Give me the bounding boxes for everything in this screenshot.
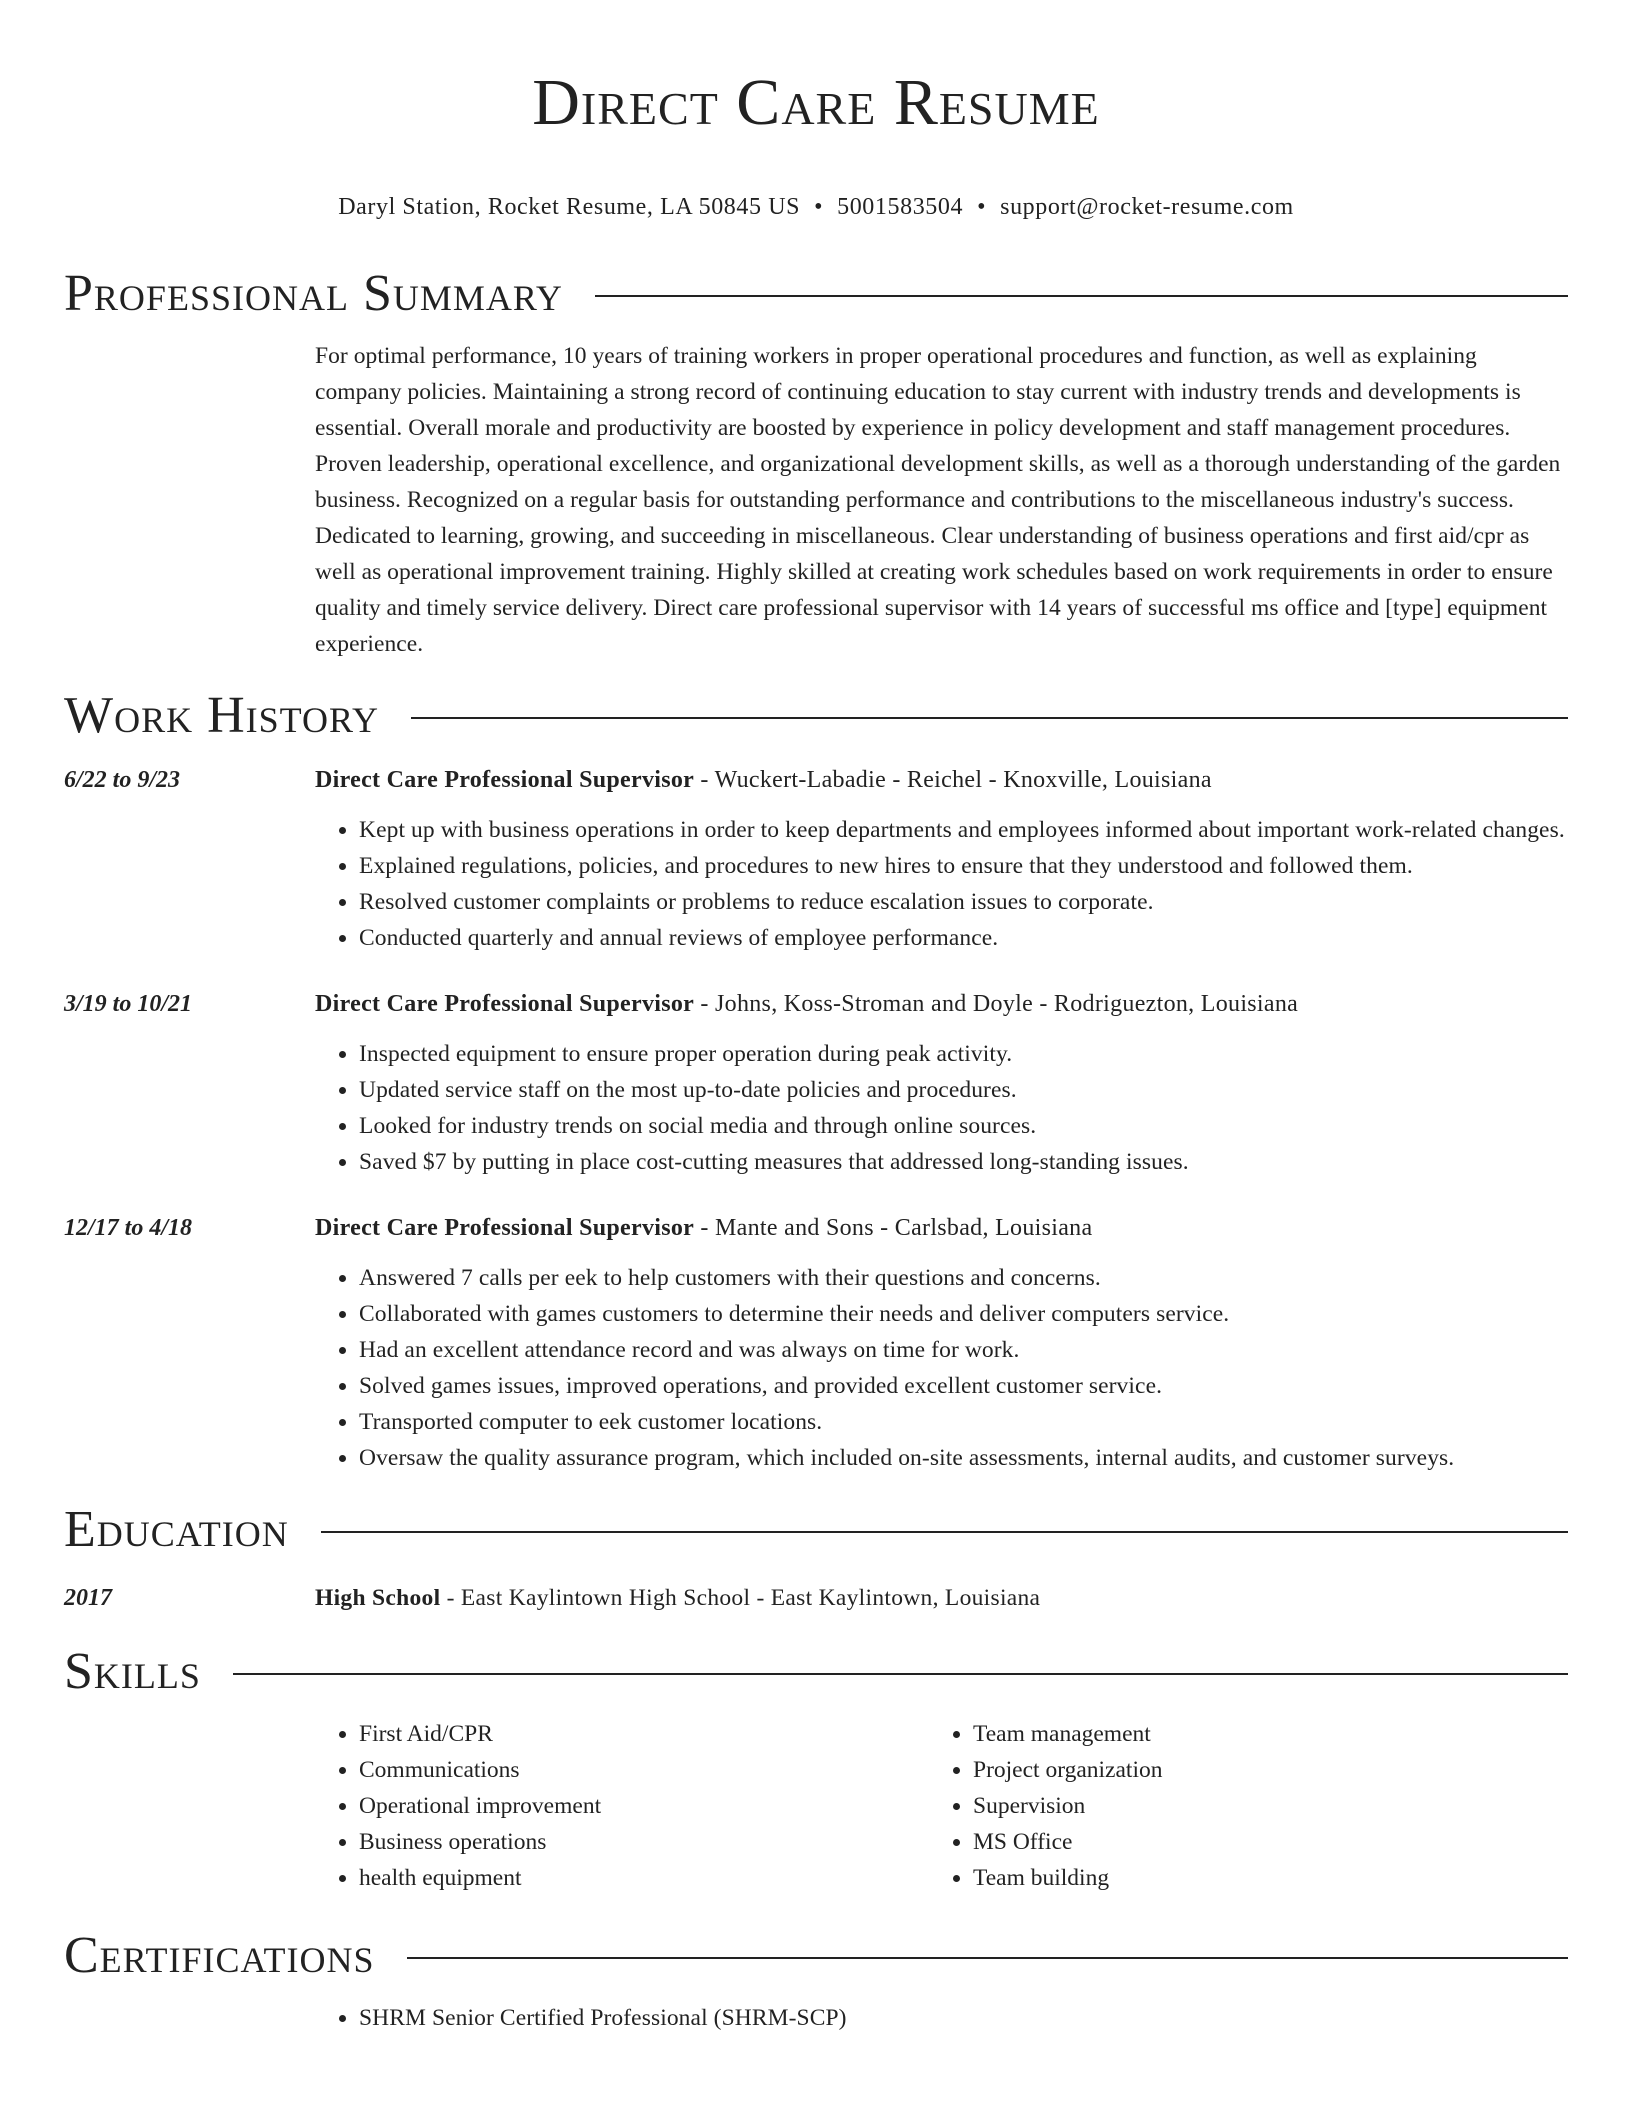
job-title: Direct Care Professional Supervisor [315, 1215, 695, 1242]
section-header-skills [64, 1640, 1568, 1704]
job-entry [64, 986, 1568, 1180]
job-bullet-item: • Transported computer to eek customer locations. [359, 1404, 1568, 1440]
section-divider [595, 295, 1568, 297]
section-title-skills: Skills [64, 1643, 201, 1701]
skills-grid [315, 1716, 1568, 1896]
job-bullet-item: • Resolved customer complaints or problems to reduce escalation issues to corporate. [359, 884, 1568, 920]
job-bullet-item: • Had an excellent attendance record and was always on time for work. [359, 1332, 1568, 1368]
contact-email: support@rocket-resume.com [1000, 194, 1294, 221]
job-bullet-item: • Answered 7 calls per eek to help customers with their questions and concerns. [359, 1260, 1568, 1296]
contact-separator: • [814, 194, 824, 221]
job-employer-details: - Wuckert-Labadie - Reichel - Knoxville, Louisiana [694, 767, 1212, 794]
summary-block [64, 338, 1568, 662]
section-divider [407, 1957, 1568, 1959]
section-divider [233, 1673, 1568, 1675]
education-entry [64, 1580, 1568, 1616]
job-dates: 12/17 to 4/18 [64, 1215, 193, 1242]
section-title-work: Work History [64, 687, 380, 745]
job-bullet-item: • Updated service staff on the most up-to-date policies and procedures. [359, 1072, 1568, 1108]
contact-address: Daryl Station, Rocket Resume, LA 50845 US [338, 194, 801, 221]
skill-item: • Business operations [359, 1824, 929, 1860]
section-title-education: Education [64, 1501, 289, 1559]
job-title-line [315, 762, 1568, 798]
resume-page [64, 0, 1568, 2036]
job-bullet-item: • Saved $7 by putting in place cost-cutting measures that addressed long-standing issues. [359, 1144, 1568, 1180]
skill-item: • Project organization [973, 1752, 1543, 1788]
skill-item: • Supervision [973, 1788, 1543, 1824]
job-bullet-item: • Conducted quarterly and annual reviews of employee performance. [359, 920, 1568, 956]
job-title: Direct Care Professional Supervisor [315, 767, 695, 794]
job-bullets [315, 1036, 1568, 1180]
skill-item: • Communications [359, 1752, 929, 1788]
skill-item: • Operational improvement [359, 1788, 929, 1824]
education-details: - East Kaylintown High School - East Kaylintown, Louisiana [440, 1585, 1041, 1612]
job-employer-details: - Johns, Koss-Stroman and Doyle - Rodriguezton, Louisiana [694, 991, 1299, 1018]
job-title-line [315, 1210, 1568, 1246]
contact-line [64, 192, 1568, 222]
skills-list-left [315, 1716, 929, 1896]
skill-item: • First Aid/CPR [359, 1716, 929, 1752]
contact-separator: • [977, 194, 987, 221]
skills-block [64, 1704, 1568, 1896]
certification-item: • SHRM Senior Certified Professional (SHRM-SCP) [359, 2000, 1568, 2036]
education-degree: High School [315, 1585, 441, 1612]
certifications-list [315, 2000, 1568, 2036]
section-title-summary: Professional Summary [64, 265, 563, 323]
job-dates: 6/22 to 9/23 [64, 767, 181, 794]
job-entry [64, 762, 1568, 956]
job-employer-details: - Mante and Sons - Carlsbad, Louisiana [694, 1215, 1093, 1242]
section-header-education [64, 1498, 1568, 1562]
job-bullet-item: • Looked for industry trends on social media and through online sources. [359, 1108, 1568, 1144]
education-year: 2017 [64, 1585, 112, 1612]
section-divider [411, 717, 1568, 719]
job-bullet-item: • Inspected equipment to ensure proper operation during peak activity. [359, 1036, 1568, 1072]
skill-item: • Team management [973, 1716, 1543, 1752]
resume-title: Direct Care Resume [532, 66, 1100, 139]
section-header-certifications [64, 1924, 1568, 1988]
education-details-line [315, 1580, 1568, 1616]
job-entry [64, 1210, 1568, 1476]
certifications-block [64, 2000, 1568, 2036]
job-bullets [315, 812, 1568, 956]
job-bullet-item: • Oversaw the quality assurance program, which included on-site assessments, internal audits, and customer surveys. [359, 1440, 1568, 1476]
job-bullets [315, 1260, 1568, 1476]
contact-phone: 5001583504 [837, 194, 964, 221]
job-title-line [315, 986, 1568, 1022]
job-bullet-item: • Explained regulations, policies, and procedures to new hires to ensure that they understood and followed them. [359, 848, 1568, 884]
job-bullet-item: • Kept up with business operations in order to keep departments and employees informed about important work-related changes. [359, 812, 1568, 848]
job-list [64, 762, 1568, 1476]
skill-item: • MS Office [973, 1824, 1543, 1860]
job-bullet-item: • Collaborated with games customers to determine their needs and deliver computers service. [359, 1296, 1568, 1332]
job-bullet-item: • Solved games issues, improved operations, and provided excellent customer service. [359, 1368, 1568, 1404]
skill-item: • health equipment [359, 1860, 929, 1896]
section-divider [321, 1531, 1568, 1533]
section-header-work [64, 684, 1568, 748]
job-title: Direct Care Professional Supervisor [315, 991, 695, 1018]
skills-list-right [929, 1716, 1543, 1896]
summary-text: For optimal performance, 10 years of training workers in proper operational procedures and function, as well as explaining company policies. Maintaining a strong record of continuing education to stay current with industry trends and developments is essential. Overall morale and productivity are boosted by experience in policy development and staff management procedures. Proven leadership, operational excellence, and organizational development skills, as well as a thorough understanding of the garden business. Recognized on a regular basis for outstanding performance and contributions to the miscellaneous industry's success. Dedicated to learning, growing, and succeeding in miscellaneous. Clear understanding of business operations and first aid/cpr as well as operational improvement training. Highly skilled at creating work schedules based on work requirements in order to ensure quality and timely service delivery. Direct care professional supervisor with 14 years of successful ms office and [type] equipment experience. [315, 343, 1561, 658]
job-dates: 3/19 to 10/21 [64, 991, 193, 1018]
skill-item: • Team building [973, 1860, 1543, 1896]
section-header-summary [64, 262, 1568, 326]
section-title-certifications: Certifications [64, 1927, 375, 1985]
